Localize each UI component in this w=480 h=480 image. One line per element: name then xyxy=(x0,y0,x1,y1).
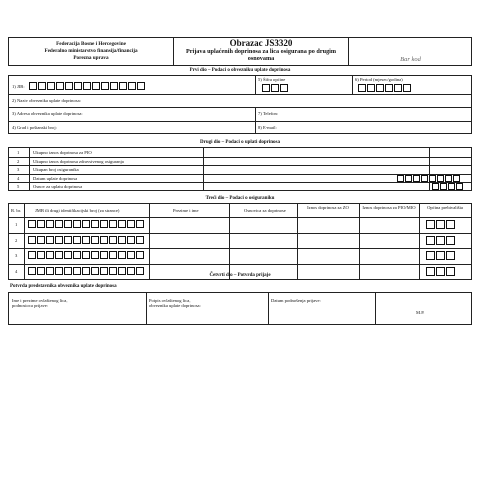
jmb-digit-box[interactable] xyxy=(37,220,45,228)
part4-subtitle: Potvrda predstavnika obveznika uplate doprinosa xyxy=(10,284,117,289)
jmb-digit-box[interactable] xyxy=(127,251,135,259)
jmb-digit-box[interactable] xyxy=(100,251,108,259)
jmb-digit-box[interactable] xyxy=(109,220,117,228)
form-title: Obrazac JS3320 xyxy=(229,38,293,48)
digit-box[interactable] xyxy=(429,175,436,182)
jmb-digit-box[interactable] xyxy=(91,236,99,244)
opcina-digit-box[interactable] xyxy=(446,236,455,245)
payment-row-number: 3 xyxy=(17,167,20,173)
jib-digit-box[interactable] xyxy=(56,82,64,90)
jib-digit-box[interactable] xyxy=(128,82,136,90)
jib-digit-box[interactable] xyxy=(137,82,145,90)
col-pio: Iznos doprinosa za PIO/MIO xyxy=(362,205,416,210)
jmb-digit-box[interactable] xyxy=(37,236,45,244)
opcina-digit-box[interactable] xyxy=(436,236,445,245)
jmb-digit-box[interactable] xyxy=(91,251,99,259)
jmb-digit-box[interactable] xyxy=(100,236,108,244)
payment-row-label: Osnov za uplatu doprinosa xyxy=(33,184,83,190)
period-digit-box[interactable] xyxy=(403,84,411,92)
opcina-digit-box[interactable] xyxy=(436,251,445,260)
email-label: 8) E-mail: xyxy=(258,125,277,130)
payment-row-number: 2 xyxy=(17,158,20,164)
digit-box[interactable] xyxy=(413,175,420,182)
form-header xyxy=(8,37,472,66)
digit-box[interactable] xyxy=(445,175,452,182)
podnosilac-label: Ime i prezime ovlaštenog lica, podnosioca prijave: xyxy=(12,298,68,308)
jib-digit-box[interactable] xyxy=(74,82,82,90)
insured-row xyxy=(9,233,471,250)
jmb-digit-box[interactable] xyxy=(100,220,108,228)
jmb-digit-box[interactable] xyxy=(127,220,135,228)
period-digit-box[interactable] xyxy=(358,84,366,92)
jmb-digit-box[interactable] xyxy=(118,220,126,228)
form-subtitle: Prijava uplaćenih doprinosa za lica osigurana po drugim osnovama xyxy=(185,48,337,62)
jib-digit-box[interactable] xyxy=(101,82,109,90)
opcina-digit-box[interactable] xyxy=(446,251,455,260)
payment-row-label: Ukupan broj osiguranika xyxy=(33,167,79,173)
jib-digit-box[interactable] xyxy=(110,82,118,90)
opcina-digit-box[interactable] xyxy=(426,220,435,229)
jmb-digit-box[interactable] xyxy=(136,220,144,228)
potpis-label: Potpis ovlaštenog lica, obveznika uplate doprinosa: xyxy=(149,298,201,308)
period-digit-box[interactable] xyxy=(394,84,402,92)
period-digit-box[interactable] xyxy=(376,84,384,92)
part2-table xyxy=(8,147,472,191)
jmb-digit-box[interactable] xyxy=(64,220,72,228)
digit-box[interactable] xyxy=(456,183,463,190)
col-jmb: JMB ili drugi identifikacijski broj (za strance) xyxy=(35,208,120,213)
jmb-digit-box[interactable] xyxy=(55,220,63,228)
jib-digit-box[interactable] xyxy=(65,82,73,90)
col-zo: Iznos doprinosa za ZO xyxy=(307,205,349,210)
jmb-digit-box[interactable] xyxy=(37,251,45,259)
grad-label: 4) Grad i poštanski broj: xyxy=(12,125,57,130)
sifra-digit-box[interactable] xyxy=(262,84,270,92)
jmb-digit-box[interactable] xyxy=(64,251,72,259)
jmb-digit-box[interactable] xyxy=(109,251,117,259)
issuer-block xyxy=(9,41,173,62)
digit-box[interactable] xyxy=(405,175,412,182)
part2-title: Drugi dio – Podaci o uplati doprinosa xyxy=(199,140,280,145)
opcina-digit-box[interactable] xyxy=(426,251,435,260)
jmb-digit-box[interactable] xyxy=(73,251,81,259)
part4-title: Četvrti dio – Potvrda prijaje xyxy=(209,273,271,278)
payment-row-number: 1 xyxy=(17,150,20,155)
opcina-digit-box[interactable] xyxy=(436,220,445,229)
insured-row-number: 2 xyxy=(15,237,18,243)
insured-row-number: 1 xyxy=(15,222,18,227)
barcode-area xyxy=(349,48,472,66)
col-rb: R. br. xyxy=(11,208,22,213)
naziv-label: 2) Naziv obveznika uplate doprinosa: xyxy=(12,98,81,103)
jib-label: 1) JIB: xyxy=(12,84,25,89)
jmb-digit-box[interactable] xyxy=(55,251,63,259)
issuer-line-3: Porezna uprava xyxy=(73,55,109,61)
datum-label: Datum podnošenja prijave: xyxy=(271,298,321,303)
digit-box[interactable] xyxy=(437,175,444,182)
jmb-digit-box[interactable] xyxy=(64,236,72,244)
payment-row xyxy=(9,182,471,191)
jmb-digit-box[interactable] xyxy=(73,236,81,244)
jmb-digit-box[interactable] xyxy=(28,251,36,259)
barcode-label: Bar kod xyxy=(400,56,421,63)
jmb-digit-box[interactable] xyxy=(46,236,54,244)
jmb-digit-box[interactable] xyxy=(28,220,36,228)
part3-table xyxy=(8,203,472,280)
jmb-digit-box[interactable] xyxy=(82,236,90,244)
sifra-opcine-label: 5) Šifra općine xyxy=(258,77,286,82)
part4-table xyxy=(8,292,472,325)
digit-box[interactable] xyxy=(448,183,455,190)
jmb-digit-box[interactable] xyxy=(73,220,81,228)
payment-row-number: 4 xyxy=(17,175,20,181)
jmb-digit-box[interactable] xyxy=(46,220,54,228)
insured-row xyxy=(9,217,471,234)
issuer-line-1: Federacija Bosne i Hercegovine xyxy=(56,41,126,47)
jmb-digit-box[interactable] xyxy=(46,251,54,259)
jib-digit-box[interactable] xyxy=(47,82,55,90)
digit-box[interactable] xyxy=(453,175,460,182)
jmb-digit-box[interactable] xyxy=(136,251,144,259)
jmb-digit-box[interactable] xyxy=(118,236,126,244)
period-label: 6) Period (mjesec/godina) xyxy=(355,77,403,82)
insured-row-number: 3 xyxy=(15,253,18,259)
jib-digit-box[interactable] xyxy=(119,82,127,90)
jmb-digit-box[interactable] xyxy=(127,236,135,244)
jmb-digit-box[interactable] xyxy=(91,220,99,228)
opcina-digit-box[interactable] xyxy=(446,220,455,229)
part3-title: Treći dio – Podaci o osiguraniku xyxy=(205,196,275,201)
part1-table xyxy=(8,75,472,134)
jmb-digit-box[interactable] xyxy=(82,251,90,259)
telefon-label: 7) Telefon: xyxy=(258,111,279,116)
col-prezime: Prezime i ime xyxy=(173,208,199,213)
payment-row-label: Ukupno iznos doprinosa za PIO xyxy=(33,150,92,155)
sifra-digit-box[interactable] xyxy=(271,84,279,92)
form-title-block xyxy=(174,39,348,62)
period-digit-box[interactable] xyxy=(367,84,375,92)
opcina-digit-box[interactable] xyxy=(426,236,435,245)
mp-label: M.P. xyxy=(416,310,425,315)
jib-digit-box[interactable] xyxy=(38,82,46,90)
insured-row xyxy=(9,248,471,265)
jmb-digit-box[interactable] xyxy=(82,220,90,228)
jmb-digit-box[interactable] xyxy=(109,236,117,244)
col-osnovica: Osnovica za doprinose xyxy=(244,208,286,213)
digit-box[interactable] xyxy=(440,183,447,190)
digit-box[interactable] xyxy=(432,183,439,190)
jmb-digit-box[interactable] xyxy=(136,236,144,244)
part1-title: Prvi dio – Podaci o obvezniku uplate doprinosa xyxy=(189,68,291,73)
sifra-digit-box[interactable] xyxy=(280,84,288,92)
jib-digit-box[interactable] xyxy=(92,82,100,90)
jib-digit-box[interactable] xyxy=(29,82,37,90)
payment-row-number: 5 xyxy=(17,184,20,190)
insured-row-number: 4 xyxy=(15,268,18,274)
col-opcina: Općina prebivališta xyxy=(427,205,463,210)
digit-box[interactable] xyxy=(421,175,428,182)
issuer-line-2: Federalno ministarstvo finansija/financija xyxy=(44,48,138,54)
period-digit-box[interactable] xyxy=(385,84,393,92)
payment-row-label: Datum uplate doprinosa xyxy=(33,175,78,181)
adresa-label: 3) Adresa obveznika uplate doprinosa: xyxy=(12,111,83,116)
jib-digit-box[interactable] xyxy=(83,82,91,90)
payment-row-label: Ukupno iznos doprinosa zdravstvenog osiguranja xyxy=(33,158,124,164)
jmb-digit-box[interactable] xyxy=(118,251,126,259)
jmb-digit-box[interactable] xyxy=(55,236,63,244)
jmb-digit-box[interactable] xyxy=(28,236,36,244)
digit-box[interactable] xyxy=(397,175,404,182)
